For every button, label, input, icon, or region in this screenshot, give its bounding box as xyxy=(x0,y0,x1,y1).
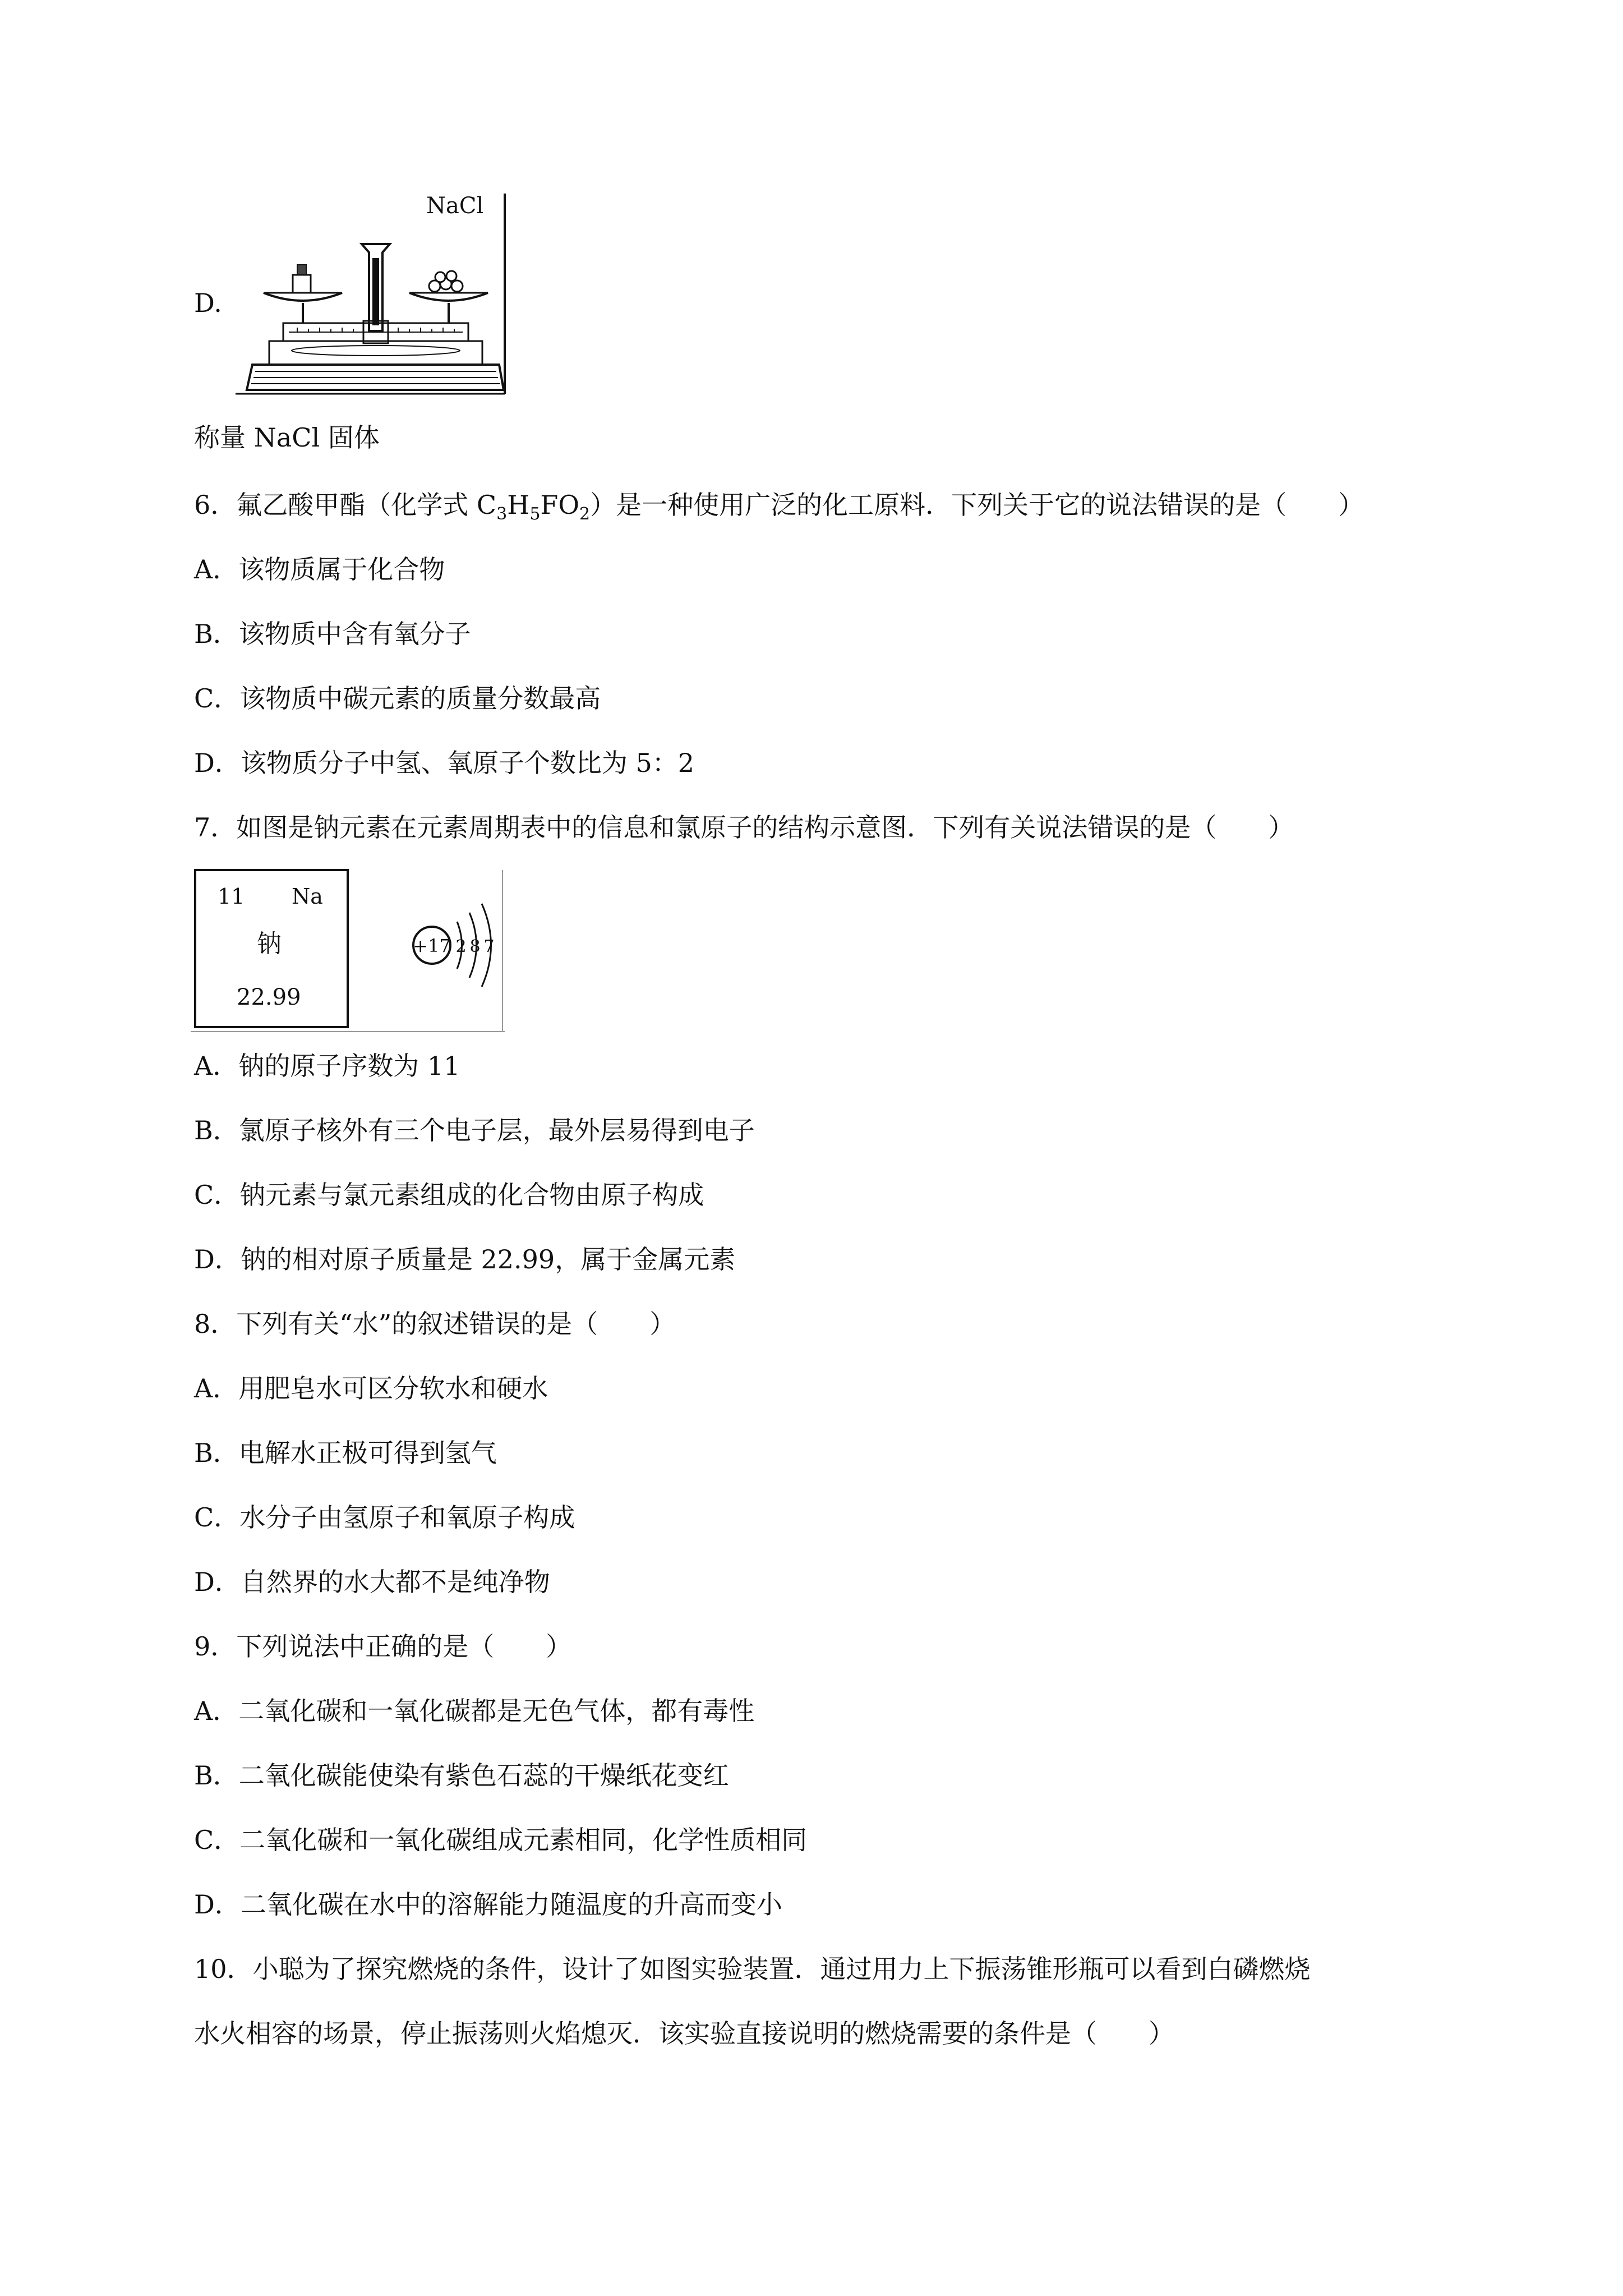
q7-drawing xyxy=(191,867,505,1035)
element-mass: 22.99 xyxy=(237,984,301,1010)
q9-option-b: B．二氧化碳能使染有紫色石蕊的干燥纸花变红 xyxy=(194,1760,729,1791)
element-symbol: Na xyxy=(292,884,323,909)
balance-reagent-label: NaCl xyxy=(426,193,484,219)
q9-option-d: D．二氧化碳在水中的溶解能力随温度的升高而变小 xyxy=(194,1889,782,1920)
q6-fo: FO xyxy=(540,490,580,520)
q9-option-a: A．二氧化碳和一氧化碳都是无色气体，都有毒性 xyxy=(194,1696,755,1726)
q6-option-c: C．该物质中碳元素的质量分数最高 xyxy=(194,683,601,714)
q8-stem: 8．下列有关“水”的叙述错误的是（ ） xyxy=(194,1309,676,1339)
q6-h: H xyxy=(507,490,530,520)
q7-option-b: B．氯原子核外有三个电子层，最外层易得到电子 xyxy=(194,1115,755,1145)
element-number: 11 xyxy=(218,884,245,909)
q6-sub-h: 5 xyxy=(529,504,541,524)
q6-option-b: B．该物质中含有氧分子 xyxy=(194,619,471,649)
q9-stem: 9．下列说法中正确的是（ ） xyxy=(194,1631,572,1662)
q8-option-b: B．电解水正极可得到氢气 xyxy=(194,1438,497,1468)
q7-option-d: D．钠的相对原子质量是 22.99，属于金属元素 xyxy=(194,1244,736,1274)
q6-stem-before: 6．氟乙酸甲酯（化学式 C xyxy=(194,490,497,520)
balance-figure xyxy=(236,191,516,398)
atom-shell-3: 7 xyxy=(483,937,495,956)
element-name: 钠 xyxy=(257,930,282,958)
q7-stem: 7．如图是钠元素在元素周期表中的信息和氯原子的结构示意图．下列有关说法错误的是（ ） xyxy=(194,812,1294,843)
q9-option-c: C．二氧化碳和一氧化碳组成元素相同，化学性质相同 xyxy=(194,1825,808,1855)
chlorine-atom-diagram xyxy=(413,904,494,987)
q5-caption: 称量 NaCl 固体 xyxy=(194,422,380,453)
q10-stem-line-2: 水火相容的场景，停止振荡则火焰熄灭．该实验直接说明的燃烧需要的条件是（ ） xyxy=(194,2018,1174,2049)
q5-option-d-label: D. xyxy=(194,288,222,318)
q10-stem-line-1: 10．小聪为了探究燃烧的条件，设计了如图实验装置．通过用力上下振荡锥形瓶可以看到白磷燃烧 xyxy=(194,1954,1311,1984)
q6-sub-c: 3 xyxy=(496,504,508,524)
q8-option-d: D．自然界的水大都不是纯净物 xyxy=(194,1567,550,1597)
atom-nucleus-charge: +17 xyxy=(413,935,451,956)
q7-figure xyxy=(191,867,505,1035)
q6-option-d: D．该物质分子中氢、氧原子个数比为 5：2 xyxy=(194,748,695,778)
q7-option-a: A．钠的原子序数为 11 xyxy=(194,1051,460,1081)
atom-shell-2: 8 xyxy=(469,937,481,956)
q6-stem-after: ）是一种使用广泛的化工原料．下列关于它的说法错误的是（ ） xyxy=(590,490,1364,520)
q6-stem xyxy=(194,488,1364,526)
q7-option-c: C．钠元素与氯元素组成的化合物由原子构成 xyxy=(194,1180,704,1210)
q6-sub-o: 2 xyxy=(579,504,591,524)
atom-shell-1: 2 xyxy=(455,937,467,956)
balance-drawing xyxy=(236,191,516,398)
q8-option-c: C．水分子由氢原子和氧原子构成 xyxy=(194,1502,575,1533)
q8-option-a: A．用肥皂水可区分软水和硬水 xyxy=(194,1373,548,1404)
q6-option-a: A．该物质属于化合物 xyxy=(194,554,445,585)
